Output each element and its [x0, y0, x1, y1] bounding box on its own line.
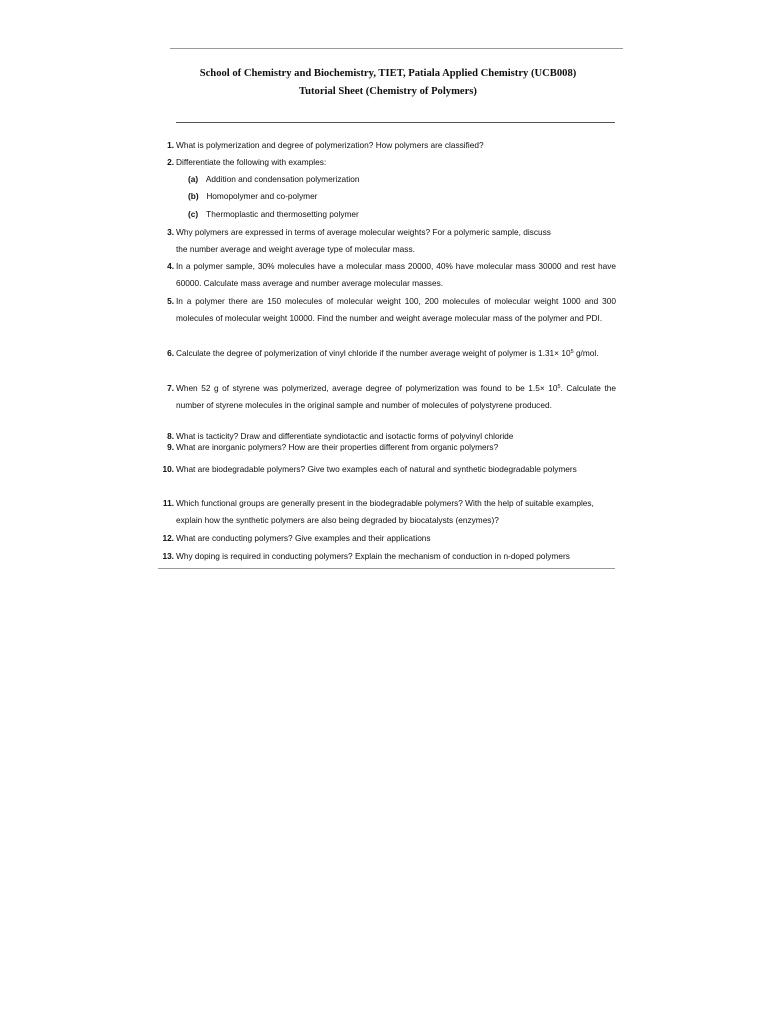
question-text: In a polymer there are 150 molecules of molecular weight 100, 200 molecules of molecular weight 1000 and 300 molecules of molecular weight 10000. Find the number and weight average molecular mass of the polymer and PDI. — [176, 296, 616, 324]
top-rule — [170, 48, 623, 49]
superscript-exponent: 5 — [570, 349, 574, 355]
question-10 — [158, 461, 618, 478]
question-2 — [158, 154, 618, 171]
question-number: 11. — [162, 498, 174, 508]
question-7 — [158, 380, 618, 414]
question-12 — [158, 530, 618, 547]
question-text-part: 10 — [561, 348, 571, 358]
part-label: (c) — [188, 209, 199, 219]
question-text — [176, 380, 616, 414]
part-label: (a) — [188, 174, 199, 184]
question-4 — [158, 258, 618, 292]
header-divider — [176, 122, 615, 123]
question-13 — [158, 548, 618, 565]
question-8 — [158, 431, 618, 442]
part-text: Thermoplastic and thermosetting polymer — [206, 209, 359, 219]
question-1 — [158, 137, 618, 154]
question-number: 2. — [167, 157, 174, 167]
question-text: Why doping is required in conducting polymers? Explain the mechanism of conduction in n-doped polymers — [176, 551, 570, 561]
question-number: 7. — [167, 383, 174, 393]
question-text: Differentiate the following with examples: — [176, 157, 327, 167]
question-text: What are conducting polymers? Give examples and their applications — [176, 533, 431, 543]
question-text-part: Calculate the degree of polymerization of vinyl chloride if the number average weight of polymer is 1.31× — [176, 348, 560, 358]
part-text: Homopolymer and co-polymer — [206, 191, 318, 201]
question-2-part-a — [188, 171, 359, 188]
part-text: Addition and condensation polymerization — [205, 174, 360, 184]
question-text-line: the number average and weight average type of molecular mass. — [176, 244, 415, 255]
superscript-exponent: 5 — [557, 384, 561, 390]
question-2-part-b — [188, 188, 317, 205]
part-label: (b) — [188, 191, 199, 201]
question-2-part-c — [188, 206, 359, 223]
question-number: 4. — [167, 261, 174, 271]
question-number: 10. — [162, 464, 174, 474]
question-text: In a polymer sample, 30% molecules have a molecular mass 20000, 40% have molecular mass 30000 and rest have 60000. Calculate mass average and number average molecular masses. — [176, 261, 616, 289]
question-text-part: . Calculate the number of styrene molecules in the original sample and number of molecules of polystyrene produced. — [176, 383, 616, 411]
question-number: 12. — [162, 533, 174, 543]
question-text: Which functional groups are generally present in the biodegradable polymers? With the help of suitable examples, explain how the synthetic polymers are also being degraded by biocatalysts (enzymes)? — [176, 498, 594, 526]
question-number: 6. — [167, 348, 174, 358]
sheet-title: Tutorial Sheet (Chemistry of Polymers) — [299, 86, 477, 97]
question-text-part: When 52 g of styrene was polymerized, average degree of polymerization was found to be 1.5× 10 — [176, 383, 558, 393]
question-text: What is polymerization and degree of polymerization? How polymers are classified? — [176, 140, 484, 150]
question-11 — [158, 495, 618, 529]
question-6 — [158, 345, 618, 362]
question-9 — [158, 442, 618, 453]
question-3 — [158, 224, 618, 258]
question-text-line: Why polymers are expressed in terms of average molecular weights? For a polymeric sample, discuss — [176, 227, 551, 237]
question-text: What is tacticity? Draw and differentiate syndiotactic and isotactic forms of polyvinyl chloride — [176, 431, 514, 441]
question-number: 13. — [162, 551, 174, 561]
question-text: What are inorganic polymers? How are their properties different from organic polymers? — [176, 442, 499, 452]
question-text: What are biodegradable polymers? Give two examples each of natural and synthetic biodegradable polymers — [176, 464, 577, 474]
header-title: School of Chemistry and Biochemistry, TIET, Patiala Applied Chemistry (UCB008) — [199, 68, 577, 79]
question-number: 9. — [167, 442, 174, 452]
bottom-rule — [158, 568, 615, 569]
question-number: 8. — [167, 431, 174, 441]
question-5 — [158, 293, 618, 327]
question-number: 5. — [167, 296, 174, 306]
question-text-part: g/mol. — [573, 348, 599, 358]
question-number: 3. — [167, 227, 174, 237]
question-text — [176, 345, 616, 362]
question-number: 1. — [167, 140, 174, 150]
